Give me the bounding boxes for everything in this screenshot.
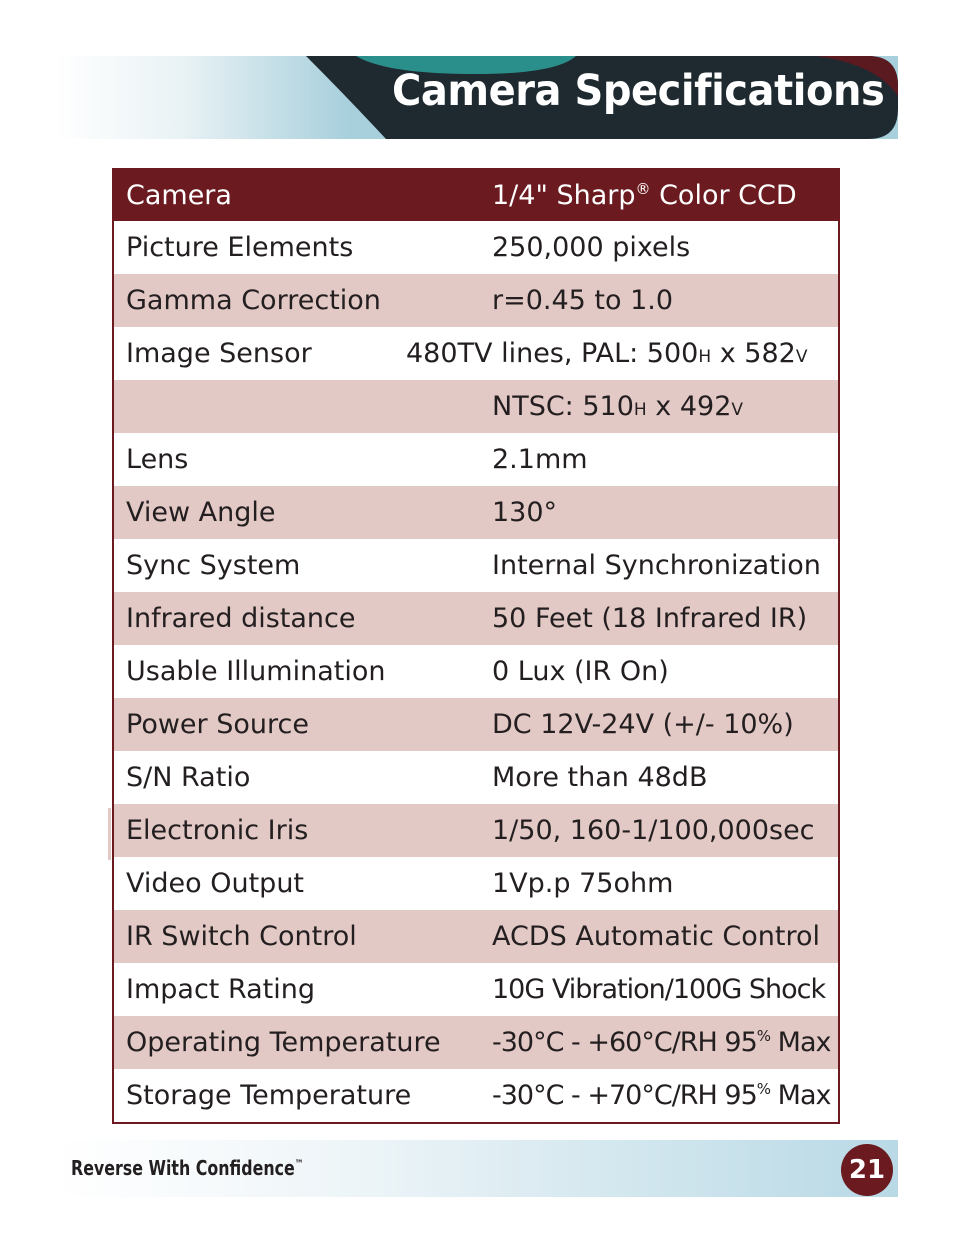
spec-label: Sync System	[126, 550, 301, 581]
footer-tagline: Reverse With Confidence™	[71, 1156, 304, 1180]
spec-label: Image Sensor	[126, 338, 312, 369]
spec-value: 0 Lux (IR On)	[492, 656, 669, 687]
spec-value: Internal Synchronization	[492, 550, 821, 581]
table-row	[114, 221, 838, 274]
spec-label: Electronic Iris	[126, 815, 309, 846]
spec-value: r=0.45 to 1.0	[492, 285, 674, 316]
spec-table	[112, 168, 840, 1124]
spec-label: Usable Illumination	[126, 656, 386, 687]
table-row	[114, 698, 838, 751]
table-row	[114, 380, 838, 433]
spec-value: 480TV lines, PAL: 500H x 582V	[406, 338, 808, 369]
spec-value: -30°C - +60°C/RH 95% Max	[492, 1027, 831, 1058]
spec-label: View Angle	[126, 497, 276, 528]
spec-label: IR Switch Control	[126, 921, 357, 952]
spec-value: 130°	[492, 497, 558, 528]
spec-label: Picture Elements	[126, 232, 354, 263]
page-number: 21	[841, 1144, 893, 1196]
spec-label: Lens	[126, 444, 189, 475]
table-row	[114, 274, 838, 327]
spec-label: Infrared distance	[126, 603, 356, 634]
spec-label: Operating Temperature	[126, 1027, 441, 1058]
spec-label: Camera	[126, 180, 232, 211]
table-row	[114, 1016, 838, 1069]
footer-bar	[56, 1140, 898, 1197]
table-row	[114, 645, 838, 698]
table-row	[114, 963, 838, 1016]
table-row	[114, 539, 838, 592]
spec-label: Video Output	[126, 868, 305, 899]
spec-value: 50 Feet (18 Infrared IR)	[492, 603, 808, 634]
spec-label: Storage Temperature	[126, 1080, 412, 1111]
table-row	[114, 1069, 838, 1122]
spec-value: 10G Vibration/100G Shock	[492, 974, 826, 1005]
spec-value: ACDS Automatic Control	[492, 921, 821, 952]
spec-value: 2.1mm	[492, 444, 588, 475]
spec-value: More than 48dB	[492, 762, 708, 793]
spec-label: S/N Ratio	[126, 762, 251, 793]
spec-value: 1/4" Sharp® Color CCD	[492, 180, 797, 211]
table-header-row	[114, 170, 838, 221]
table-row	[114, 433, 838, 486]
row-marker	[108, 808, 111, 860]
table-row	[114, 910, 838, 963]
page-title: Camera Specifications	[392, 66, 885, 116]
spec-value: 250,000 pixels	[492, 232, 691, 263]
spec-label: Gamma Correction	[126, 285, 381, 316]
spec-value: 1/50, 160-1/100,000sec	[492, 815, 815, 846]
table-row	[114, 751, 838, 804]
spec-value: -30°C - +70°C/RH 95% Max	[492, 1080, 831, 1111]
table-row	[114, 592, 838, 645]
table-row	[114, 327, 838, 380]
table-row	[114, 804, 838, 857]
table-row	[114, 486, 838, 539]
spec-label: Impact Rating	[126, 974, 316, 1005]
spec-value: DC 12V-24V (+/- 10%)	[492, 709, 794, 740]
table-row	[114, 857, 838, 910]
spec-label: Power Source	[126, 709, 309, 740]
spec-value: NTSC: 510H x 492V	[492, 391, 744, 422]
spec-value: 1Vp.p 75ohm	[492, 868, 674, 899]
